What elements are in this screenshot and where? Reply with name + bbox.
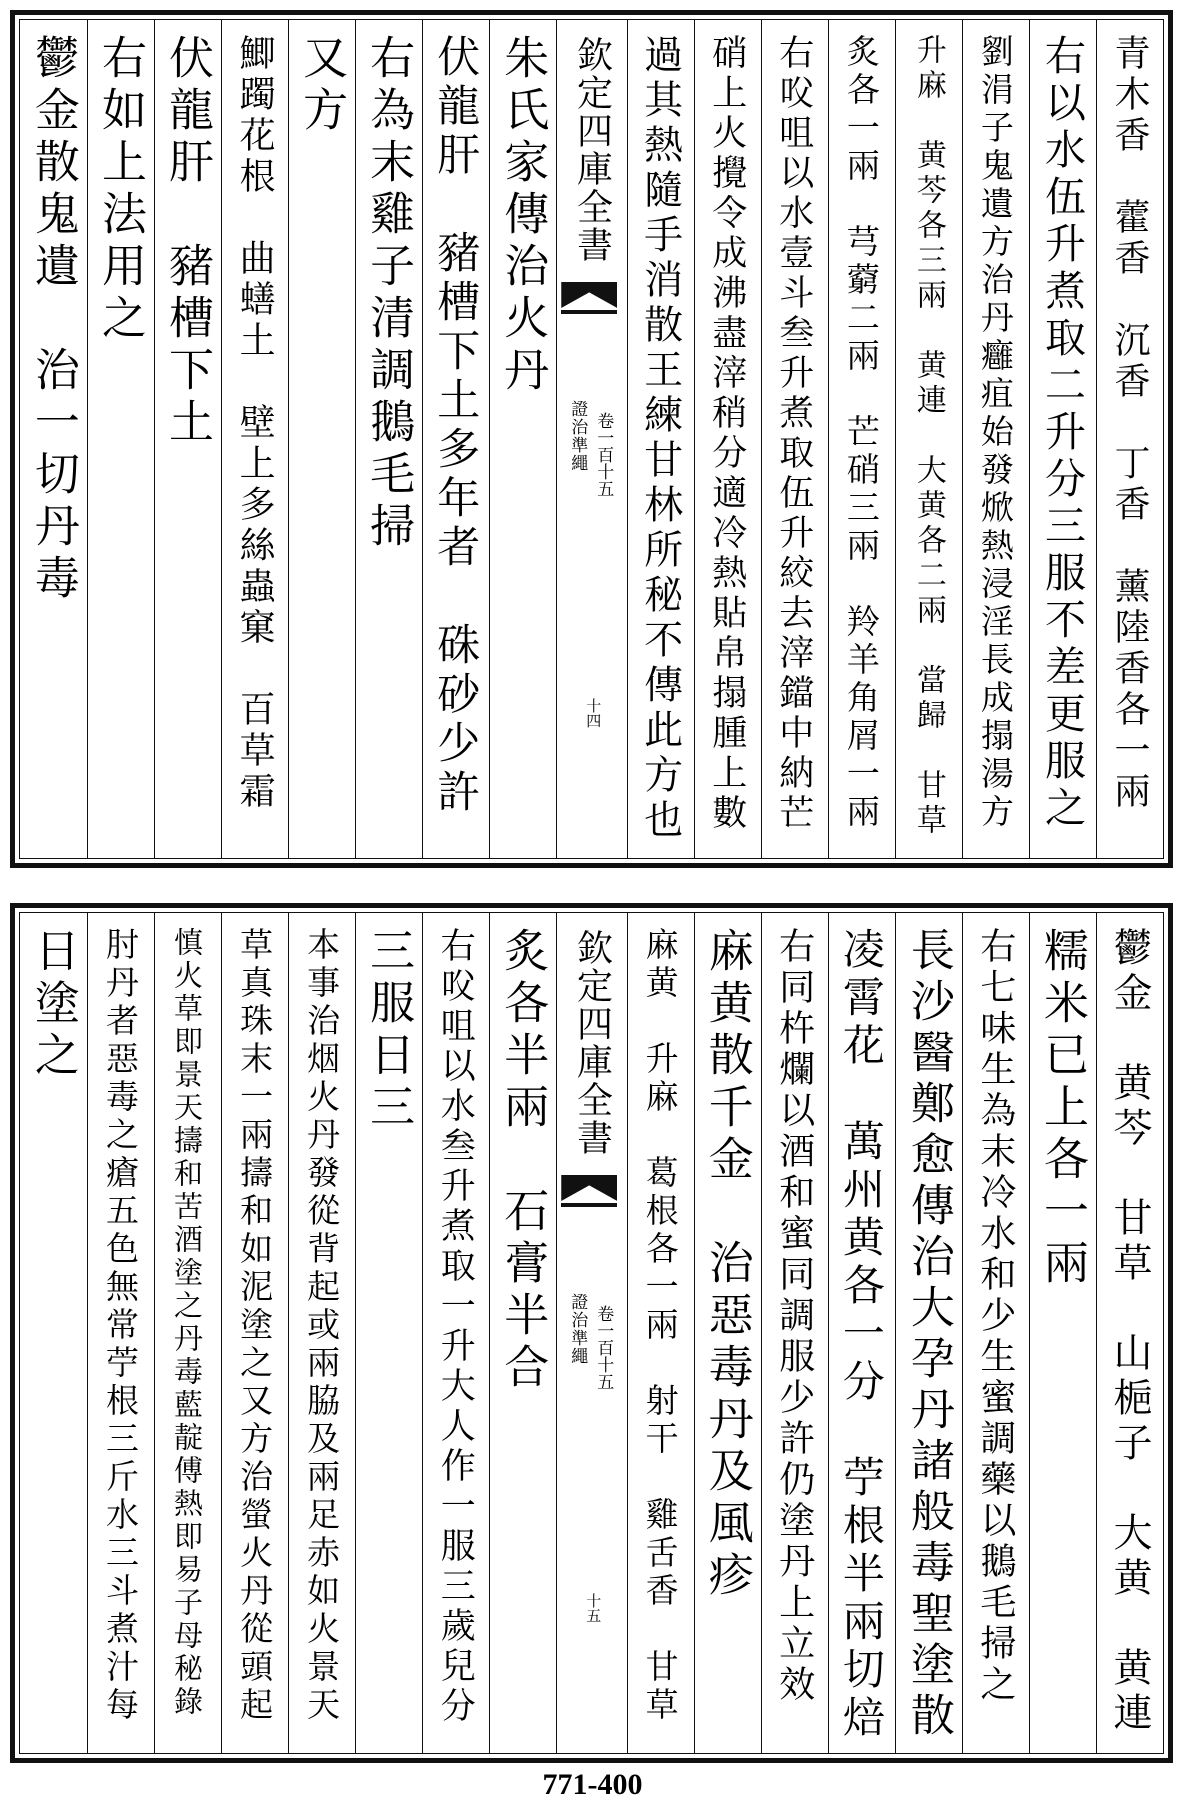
text-column: 右七味生為末冷水和少生蜜調藥以鵝毛掃之 [962,913,1029,1753]
text-column: 右為末雞子清調鵝毛掃 [355,20,422,858]
text-column: 右如上法用之 [87,20,154,858]
text-column: 慎火草即景天擣和苦酒塗之丹毒藍靛傅熱即易子母秘錄 [154,913,221,1753]
text-column: 伏龍肝 豬槽下土 [154,20,221,858]
text-column: 硝上火攪令成沸盡滓稍分適冷熱貼帛搨腫上數 [694,20,761,858]
page-footer-number: 771-400 [542,1768,643,1801]
section-label: 證治準繩 [567,400,588,472]
text-column: 麻黄 升麻 葛根各一兩 射干 雞舌香 甘草 [627,913,694,1753]
fishtail-bar [561,310,617,314]
center-fold [556,20,626,858]
text-column: 劉涓子鬼遺方治丹癰疽始發焮熱浸淫長成搨湯方 [962,20,1029,858]
text-column: 右同杵爛以酒和蜜同調服少許仍塗丹上立效 [761,913,828,1753]
text-column: 肘丹者惡毒之瘡五色無常苧根三斤水三斗煮汁每 [87,913,154,1753]
text-column: 日塗之 [26,927,80,1083]
text-column: 右以水伍升煮取二升分三服不差更服之 [1029,20,1096,858]
page-number: 十四 [584,698,603,728]
text-column: 本事治烟火丹發從背起或兩脇及兩足赤如火景天 [288,913,355,1753]
text-column: 青木香 藿香 沉香 丁香 薰陸香各一兩 [1096,20,1163,858]
text-column: 三服日三 [355,913,422,1753]
page-number: 十五 [584,1593,603,1623]
text-column: 草真珠末一兩擣和如泥塗之又方治螢火丹從頭起 [221,913,288,1753]
bottom-page [10,903,1173,1763]
text-column: 凌霄花 萬州黄各一分 苧根半兩切焙 [828,913,895,1753]
book-title: 欽定四庫全書 [571,929,613,1157]
text-column: 麻黄散千金 治惡毒丹及風疹 [694,913,761,1753]
center-fold [556,913,626,1753]
fishtail-mark [561,282,617,308]
text-column: 朱氏家傳治火丹 [489,20,556,858]
fishtail-mark [561,1175,617,1201]
top-page [10,10,1173,868]
bottom-page-columns [19,912,1164,1754]
text-column: 炙各一兩 芎藭二兩 芒硝三兩 羚羊角屑一兩 [828,20,895,858]
top-page-columns [19,19,1164,859]
text-column: 鬱金散鬼遺 治一切丹毒 [26,34,80,606]
text-column: 右㕮咀以水壹斗叁升煮取伍升絞去滓鐺中納芒 [761,20,828,858]
text-column: 過其熱隨手消散王練甘林所秘不傳此方也 [627,20,694,858]
text-column: 鯽躅花根 曲蟮土 壁上多絲蟲窠 百草霜 [221,20,288,858]
section-label: 證治準繩 [567,1293,588,1365]
volume-label: 卷一百十五 [593,412,614,497]
fishtail-bar [561,1203,617,1207]
book-title: 欽定四庫全書 [571,36,613,264]
text-column: 伏龍肝 豬槽下土多年者 硃砂少許 [422,20,489,858]
text-column: 鬱金 黄芩 甘草 山梔子 大黄 黄連 [1096,913,1163,1753]
text-column: 糯米已上各一兩 [1029,913,1096,1753]
text-column: 又方 [288,20,355,858]
text-column: 長沙醫鄭愈傳治大孕丹諸般毒聖塗散 [895,913,962,1753]
text-column: 炙各半兩 石膏半合 [489,913,556,1753]
volume-label: 卷一百十五 [593,1305,614,1390]
text-column: 右㕮咀以水叁升煮取一升大人作一服三歲兒分 [422,913,489,1753]
text-column: 升麻 黄芩各三兩 黄連 大黄各二兩 當歸 甘草 [895,20,962,858]
